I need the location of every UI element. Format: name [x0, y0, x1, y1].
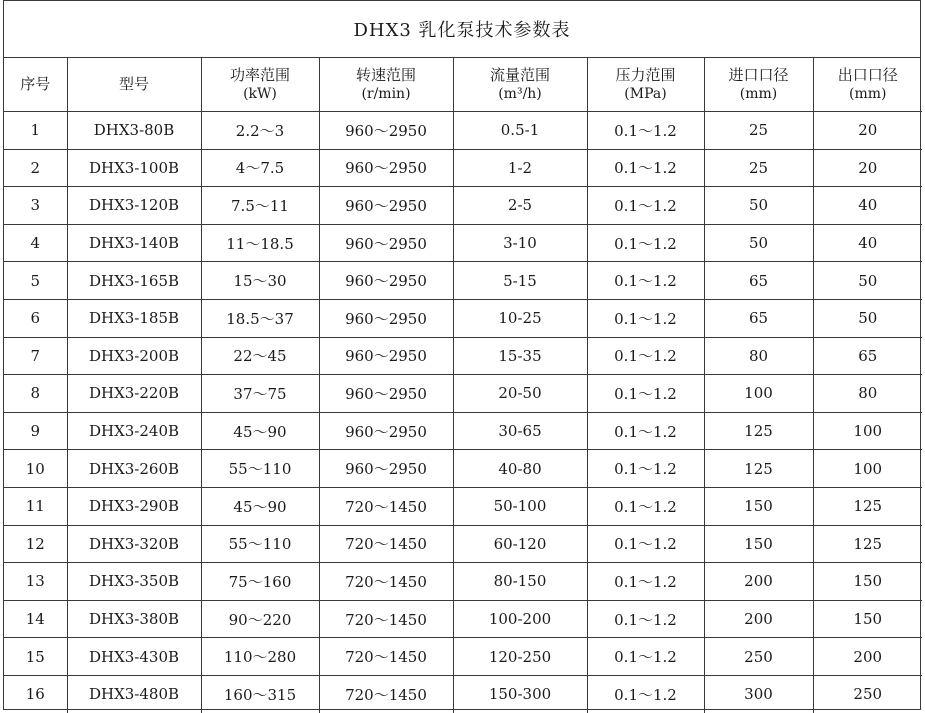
cell-outlet: 150	[813, 563, 922, 601]
cell-index: 9	[4, 412, 67, 450]
header-label: 压力范围	[615, 65, 676, 84]
header-speed	[319, 58, 453, 112]
cell-inlet: 125	[704, 450, 813, 488]
cell-flow: 3-10	[453, 224, 587, 262]
cell-index: 2	[4, 149, 67, 187]
cell-index: 12	[4, 525, 67, 563]
cell-flow: 10-25	[453, 299, 587, 337]
cell-model: DHX3-320B	[67, 525, 201, 563]
cell-pressure: 0.1～1.2	[587, 262, 704, 300]
cell-speed: 720～1450	[319, 487, 453, 525]
cell-power: 2.2～3	[201, 112, 319, 150]
cell-power: 160～315	[201, 675, 319, 712]
header-row	[4, 58, 922, 112]
header-power	[201, 58, 319, 112]
cell-inlet: 50	[704, 224, 813, 262]
cell-flow: 120-250	[453, 638, 587, 676]
cell-power: 7.5～11	[201, 187, 319, 225]
cell-inlet: 50	[704, 187, 813, 225]
table-row	[4, 525, 922, 563]
cell-model: DHX3-260B	[67, 450, 201, 488]
cell-outlet: 100	[813, 412, 922, 450]
cell-power: 15～30	[201, 262, 319, 300]
cell-pressure: 0.1～1.2	[587, 600, 704, 638]
cell-index: 4	[4, 224, 67, 262]
table-body	[4, 112, 922, 713]
cell-power: 75～160	[201, 563, 319, 601]
cell-flow: 20-50	[453, 375, 587, 413]
cell-power: 45～90	[201, 487, 319, 525]
cell-inlet: 250	[704, 638, 813, 676]
header-unit: (mm)	[849, 85, 887, 102]
cell-outlet: 80	[813, 375, 922, 413]
cell-outlet: 125	[813, 487, 922, 525]
cell-pressure: 0.1～1.2	[587, 675, 704, 712]
header-label: 出口口径	[837, 65, 898, 84]
table-row	[4, 375, 922, 413]
table-row	[4, 487, 922, 525]
cell-power: 11～18.5	[201, 224, 319, 262]
cell-model: DHX3-240B	[67, 412, 201, 450]
cell-model: DHX3-165B	[67, 262, 201, 300]
cell-speed: 960～2950	[319, 375, 453, 413]
cell-index: 10	[4, 450, 67, 488]
cell-flow: 60-120	[453, 525, 587, 563]
cell-model: DHX3-120B	[67, 187, 201, 225]
cell-speed: 960～2950	[319, 262, 453, 300]
cell-outlet: 100	[813, 450, 922, 488]
cell-inlet: 300	[704, 675, 813, 712]
cell-index: 16	[4, 675, 67, 712]
cell-speed: 960～2950	[319, 412, 453, 450]
cell-pressure: 0.1～1.2	[587, 187, 704, 225]
header-label: 流量范围	[489, 65, 550, 84]
cell-speed: 720～1450	[319, 638, 453, 676]
cell-pressure: 0.1～1.2	[587, 149, 704, 187]
cell-model: DHX3-380B	[67, 600, 201, 638]
table-row	[4, 412, 922, 450]
header-pressure	[587, 58, 704, 112]
table-row	[4, 563, 922, 601]
cell-model: DHX3-200B	[67, 337, 201, 375]
cell-power: 55～110	[201, 450, 319, 488]
cell-speed: 960～2950	[319, 337, 453, 375]
cell-model: DHX3-430B	[67, 638, 201, 676]
table-row	[4, 675, 922, 712]
cell-speed: 960～2950	[319, 299, 453, 337]
header-inlet	[704, 58, 813, 112]
cell-index: 8	[4, 375, 67, 413]
cell-outlet: 20	[813, 149, 922, 187]
header-label: 进口口径	[728, 65, 789, 84]
parameter-table	[4, 58, 922, 713]
cell-outlet: 20	[813, 112, 922, 150]
table-row	[4, 112, 922, 150]
cell-index: 6	[4, 299, 67, 337]
cell-power: 110～280	[201, 638, 319, 676]
cell-pressure: 0.1～1.2	[587, 224, 704, 262]
header-unit: (r/min)	[361, 85, 411, 102]
table-header	[4, 58, 922, 112]
cell-pressure: 0.1～1.2	[587, 487, 704, 525]
cell-index: 14	[4, 600, 67, 638]
cell-speed: 960～2950	[319, 149, 453, 187]
header-label: 功率范围	[229, 65, 290, 84]
cell-model: DHX3-350B	[67, 563, 201, 601]
header-unit: (mm)	[739, 85, 778, 102]
cell-flow: 30-65	[453, 412, 587, 450]
cell-pressure: 0.1～1.2	[587, 638, 704, 676]
header-unit: (MPa)	[624, 85, 667, 102]
cell-pressure: 0.1～1.2	[587, 563, 704, 601]
header-label: 序号	[20, 75, 51, 93]
table-title: DHX3 乳化泵技术参数表	[4, 1, 920, 58]
cell-power: 18.5～37	[201, 299, 319, 337]
cell-model: DHX3-100B	[67, 149, 201, 187]
table-row	[4, 600, 922, 638]
cell-model: DHX3-480B	[67, 675, 201, 712]
cell-speed: 720～1450	[319, 600, 453, 638]
cell-inlet: 150	[704, 525, 813, 563]
cell-index: 3	[4, 187, 67, 225]
cell-flow: 5-15	[453, 262, 587, 300]
cell-index: 1	[4, 112, 67, 150]
cell-inlet: 25	[704, 149, 813, 187]
header-label: 转速范围	[355, 65, 416, 84]
cell-outlet: 40	[813, 187, 922, 225]
cell-flow: 80-150	[453, 563, 587, 601]
cell-flow: 150-300	[453, 675, 587, 712]
cell-model: DHX3-140B	[67, 224, 201, 262]
cell-flow: 100-200	[453, 600, 587, 638]
cell-model: DHX3-220B	[67, 375, 201, 413]
cell-power: 22～45	[201, 337, 319, 375]
cell-inlet: 150	[704, 487, 813, 525]
cell-pressure: 0.1～1.2	[587, 375, 704, 413]
cell-pressure: 0.1～1.2	[587, 299, 704, 337]
cell-flow: 50-100	[453, 487, 587, 525]
cell-model: DHX3-80B	[67, 112, 201, 150]
cell-power: 90～220	[201, 600, 319, 638]
header-model	[67, 58, 201, 112]
cell-speed: 720～1450	[319, 675, 453, 712]
header-label: 型号	[118, 75, 149, 93]
table-row	[4, 299, 922, 337]
table-row	[4, 638, 922, 676]
table-row	[4, 187, 922, 225]
cell-outlet: 50	[813, 299, 922, 337]
table-row	[4, 262, 922, 300]
cell-pressure: 0.1～1.2	[587, 525, 704, 563]
table-row	[4, 224, 922, 262]
header-unit: (m³/h)	[498, 85, 542, 102]
cell-model: DHX3-290B	[67, 487, 201, 525]
cell-inlet: 100	[704, 375, 813, 413]
parameter-sheet	[3, 0, 921, 710]
cell-flow: 15-35	[453, 337, 587, 375]
cell-index: 7	[4, 337, 67, 375]
cell-speed: 720～1450	[319, 563, 453, 601]
cell-speed: 960～2950	[319, 112, 453, 150]
cell-inlet: 65	[704, 262, 813, 300]
cell-power: 4～7.5	[201, 149, 319, 187]
cell-speed: 720～1450	[319, 525, 453, 563]
cell-pressure: 0.1～1.2	[587, 412, 704, 450]
cell-power: 37～75	[201, 375, 319, 413]
cell-inlet: 25	[704, 112, 813, 150]
header-index	[4, 58, 67, 112]
cell-outlet: 200	[813, 638, 922, 676]
cell-flow: 2-5	[453, 187, 587, 225]
cell-inlet: 200	[704, 563, 813, 601]
cell-inlet: 125	[704, 412, 813, 450]
cell-index: 13	[4, 563, 67, 601]
cell-outlet: 65	[813, 337, 922, 375]
cell-index: 5	[4, 262, 67, 300]
cell-index: 15	[4, 638, 67, 676]
cell-pressure: 0.1～1.2	[587, 112, 704, 150]
cell-outlet: 150	[813, 600, 922, 638]
cell-outlet: 125	[813, 525, 922, 563]
cell-model: DHX3-185B	[67, 299, 201, 337]
cell-inlet: 200	[704, 600, 813, 638]
header-flow	[453, 58, 587, 112]
cell-index: 11	[4, 487, 67, 525]
cell-speed: 960～2950	[319, 187, 453, 225]
cell-flow: 0.5-1	[453, 112, 587, 150]
cell-outlet: 250	[853, 685, 883, 704]
header-outlet	[813, 58, 922, 112]
cell-outlet: 50	[813, 262, 922, 300]
table-row	[4, 149, 922, 187]
header-unit: (kW)	[243, 85, 277, 102]
cell-speed: 960～2950	[319, 450, 453, 488]
cell-power: 55～110	[201, 525, 319, 563]
cell-flow: 1-2	[453, 149, 587, 187]
table-row	[4, 450, 922, 488]
cell-pressure: 0.1～1.2	[587, 450, 704, 488]
table-row	[4, 337, 922, 375]
cell-power: 45～90	[201, 412, 319, 450]
cell-inlet: 65	[704, 299, 813, 337]
cell-inlet: 80	[704, 337, 813, 375]
cell-speed: 960～2950	[319, 224, 453, 262]
cell-flow: 40-80	[453, 450, 587, 488]
cell-outlet: 40	[813, 224, 922, 262]
cell-pressure: 0.1～1.2	[587, 337, 704, 375]
